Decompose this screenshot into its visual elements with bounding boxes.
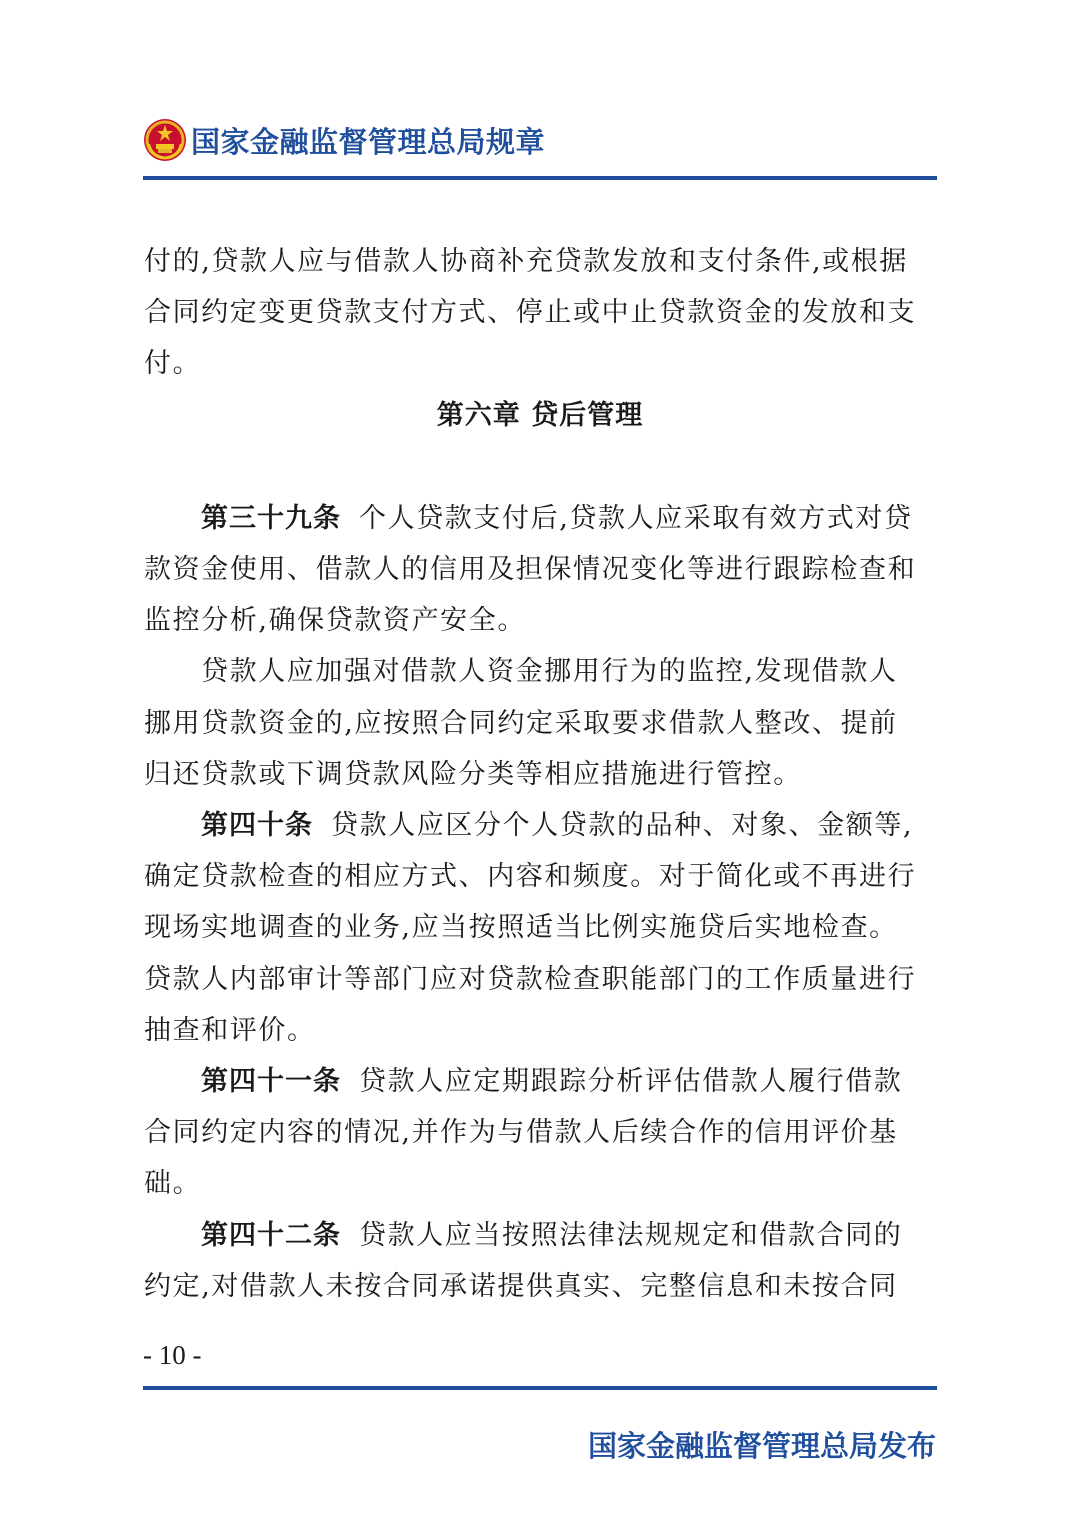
footer-rule xyxy=(143,1386,937,1390)
text-line: 归还贷款或下调贷款风险分类等相应措施进行管控。 xyxy=(144,758,802,790)
text-line: 合同约定内容的情况,并作为与借款人后续合作的信用评价基 xyxy=(144,1117,898,1149)
text-line: 确定贷款检查的相应方式、内容和频度。对于简化或不再进行 xyxy=(144,861,917,893)
article-number: 第四十二条 xyxy=(201,1219,341,1251)
text-line: 贷款人内部审计等部门应对贷款检查职能部门的工作质量进行 xyxy=(144,963,917,995)
page-number: - 10 - xyxy=(143,1340,202,1370)
article-39 xyxy=(144,493,936,544)
text-line: 款资金使用、借款人的信用及担保情况变化等进行跟踪检查和 xyxy=(144,554,917,586)
document-body xyxy=(144,236,936,1312)
article-number: 第三十九条 xyxy=(201,502,341,534)
article-41 xyxy=(144,1056,936,1107)
header-rule xyxy=(143,176,937,180)
text-line: 贷款人应区分个人贷款的品种、对象、金额等, xyxy=(331,810,914,842)
article-number: 第四十条 xyxy=(201,810,313,842)
text-line: 付的,贷款人应与借款人协商补充贷款发放和支付条件,或根据 xyxy=(144,246,908,277)
header-title: 国家金融监督管理总局规章 xyxy=(191,124,546,159)
article-number: 第四十一条 xyxy=(201,1066,341,1098)
chapter-heading: 第六章 贷后管理 xyxy=(436,399,644,431)
footer-publisher: 国家金融监督管理总局发布 xyxy=(587,1429,936,1463)
document-header xyxy=(143,112,937,168)
national-emblem-icon xyxy=(143,118,187,162)
text-line: 监控分析,确保贷款资产安全。 xyxy=(144,605,526,637)
text-line: 现场实地调查的业务,应当按照适当比例实施贷后实地检查。 xyxy=(144,912,898,944)
text-line: 合同约定变更贷款支付方式、停止或中止贷款资金的发放和支 xyxy=(144,297,917,329)
text-line: 贷款人应当按照法律法规规定和借款合同的 xyxy=(359,1219,903,1251)
text-line: 贷款人应定期跟踪分析评估借款人履行借款 xyxy=(359,1066,903,1098)
text-line: 付。 xyxy=(144,348,202,380)
text-line: 抽查和评价。 xyxy=(144,1014,316,1046)
article-40 xyxy=(144,800,936,851)
text-line: 础。 xyxy=(144,1168,202,1200)
text-line: 个人贷款支付后,贷款人应采取有效方式对贷 xyxy=(359,502,913,534)
text-line: 挪用贷款资金的,应按照合同约定采取要求借款人整改、提前 xyxy=(144,707,898,739)
text-line: 贷款人应加强对借款人资金挪用行为的监控,发现借款人 xyxy=(201,656,898,688)
article-42 xyxy=(144,1210,936,1261)
text-line: 约定,对借款人未按合同承诺提供真实、完整信息和未按合同 xyxy=(144,1270,898,1302)
